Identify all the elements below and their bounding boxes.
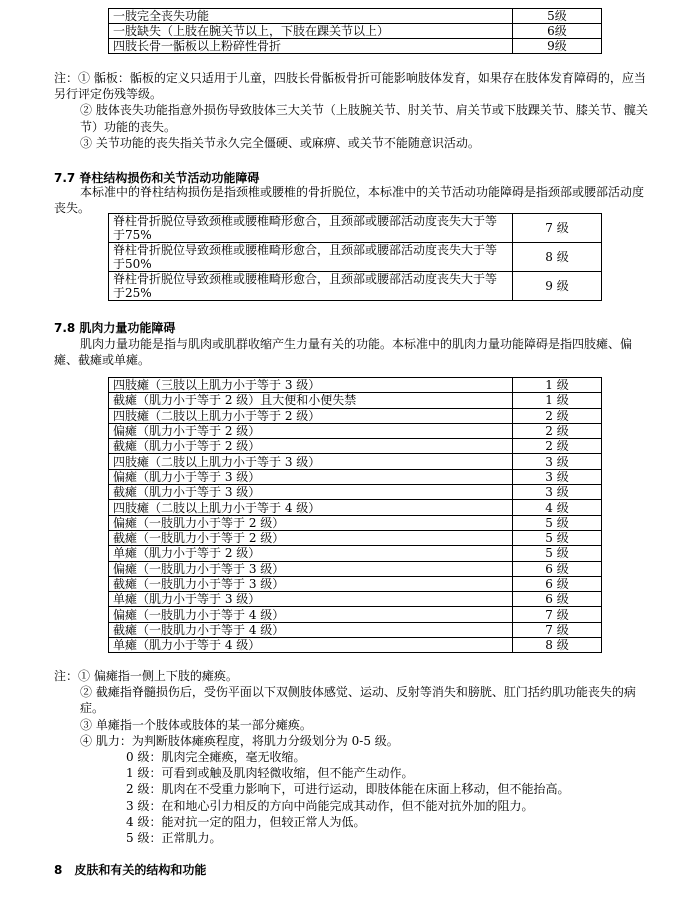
note-epiphysis: 注：① 骺板：骺板的定义只适用于儿童，四肢长骨骺板骨折可能影响肢体发育，如果存在肢体发育障碍的，应当另行评定伤残等级。: [54, 71, 646, 102]
table-cell-grade: 1 级: [513, 393, 602, 408]
table-row: [109, 243, 602, 272]
table-cell-desc: 单瘫（肌力小于等于 2 级）: [109, 546, 513, 561]
table-cell-grade: 2 级: [513, 423, 602, 438]
muscle-level-item: 5 级：正常肌力。: [126, 830, 222, 845]
table-cell-grade: 3 级: [513, 454, 602, 469]
table-cell-grade: 3 级: [513, 469, 602, 484]
section-7-7-heading: 7.7 脊柱结构损伤和关节活动功能障碍: [54, 171, 260, 185]
table-row: [109, 9, 602, 24]
table-cell-grade: 6级: [513, 24, 602, 39]
table-cell-desc: 截瘫（一肢肌力小于等于 4 级）: [109, 622, 513, 637]
muscle-level-item: 0 级：肌肉完全瘫痪，毫无收缩。: [126, 749, 306, 764]
table-cell-desc: 偏瘫（一肢肌力小于等于 2 级）: [109, 515, 513, 530]
table-cell-grade: 5 级: [513, 530, 602, 545]
note-block-2: [54, 668, 654, 846]
table-cell-desc: 单瘫（肌力小于等于 4 级）: [109, 638, 513, 653]
table-cell-grade: 8 级: [513, 638, 602, 653]
table-cell-grade: 5 级: [513, 546, 602, 561]
limb-loss-table: [108, 8, 602, 54]
table-row: [109, 500, 602, 515]
table-row: [109, 272, 602, 301]
table-row: [109, 638, 602, 653]
table-cell-grade: 9级: [513, 39, 602, 54]
table-cell-desc: 偏瘫（一肢肌力小于等于 3 级）: [109, 561, 513, 576]
table-cell-desc: 脊柱骨折脱位导致颈椎或腰椎畸形愈合，且颈部或腰部活动度丧失大于等于50%: [109, 243, 513, 272]
table-cell-desc: 四肢瘫（二肢以上肌力小于等于 2 级）: [109, 408, 513, 423]
table-cell-desc: 四肢长骨一骺板以上粉碎性骨折: [109, 39, 513, 54]
table-cell-desc: 偏瘫（肌力小于等于 3 级）: [109, 469, 513, 484]
table-cell-desc: 截瘫（肌力小于等于 2 级）且大便和小便失禁: [109, 393, 513, 408]
table-row: [109, 24, 602, 39]
muscle-level-item: 3 级：在和地心引力相反的方向中尚能完成其动作，但不能对抗外加的阻力。: [126, 798, 534, 813]
table-row: [109, 439, 602, 454]
table-cell-grade: 8 级: [513, 243, 602, 272]
table-cell-desc: 偏瘫（一肢肌力小于等于 4 级）: [109, 607, 513, 622]
table-row: [109, 214, 602, 243]
table-row: [109, 607, 602, 622]
table-cell-grade: 2 级: [513, 408, 602, 423]
note-muscle-strength: ④ 肌力：为判断肢体瘫痪程度，将肌力分级划分为 0-5 级。: [80, 733, 399, 748]
table-row: [109, 378, 602, 393]
section-7-7-paragraph: 本标准中的脊柱结构损伤是指颈椎或腰椎的骨折脱位，本标准中的关节活动功能障碍是指颈部或腰部活动度丧失。: [54, 185, 645, 216]
table-cell-grade: 5级: [513, 9, 602, 24]
table-cell-desc: 脊柱骨折脱位导致颈椎或腰椎畸形愈合，且颈部或腰部活动度丧失大于等于75%: [109, 214, 513, 243]
table-cell-grade: 7 级: [513, 607, 602, 622]
table-cell-desc: 截瘫（肌力小于等于 3 级）: [109, 485, 513, 500]
table-cell-grade: 4 级: [513, 500, 602, 515]
muscle-level-item: 2 级：肌肉在不受重力影响下，可进行运动，即肢体能在床面上移动，但不能抬高。: [126, 782, 570, 797]
table-cell-desc: 四肢瘫（三肢以上肌力小于等于 3 级）: [109, 378, 513, 393]
table-row: [109, 469, 602, 484]
note-monoplegia: ③ 单瘫指一个肢体或肢体的某一部分瘫痪。: [80, 717, 312, 732]
table-row: [109, 408, 602, 423]
table-cell-desc: 截瘫（一肢肌力小于等于 2 级）: [109, 530, 513, 545]
table-cell-desc: 截瘫（肌力小于等于 2 级）: [109, 439, 513, 454]
table-row: [109, 393, 602, 408]
table-cell-desc: 偏瘫（肌力小于等于 2 级）: [109, 423, 513, 438]
note-block-1: [54, 70, 654, 151]
table-cell-desc: 四肢瘫（二肢以上肌力小于等于 3 级）: [109, 454, 513, 469]
table-row: [109, 485, 602, 500]
table-row: [109, 454, 602, 469]
table-row: [109, 423, 602, 438]
table-row: [109, 530, 602, 545]
note-hemiplegia: 注：① 偏瘫指一侧上下肢的瘫痪。: [54, 669, 238, 683]
table-cell-grade: 2 级: [513, 439, 602, 454]
table-cell-grade: 7 级: [513, 622, 602, 637]
note-joint-function: ③ 关节功能的丧失指关节永久完全僵硬、或麻痹、或关节不能随意识活动。: [80, 135, 480, 150]
table-cell-desc: 截瘫（一肢肌力小于等于 3 级）: [109, 576, 513, 591]
spine-table: [108, 213, 602, 301]
table-cell-grade: 3 级: [513, 485, 602, 500]
muscle-level-item: 1 级：可看到或触及肌肉轻微收缩，但不能产生动作。: [126, 766, 414, 781]
note-limb-function: ② 肢体丧失功能指意外损伤导致肢体三大关节（上肢腕关节、肘关节、肩关节或下肢踝关节、膝关节、髋关节）功能的丧失。: [80, 103, 648, 134]
table-cell-grade: 5 级: [513, 515, 602, 530]
table-cell-grade: 7 级: [513, 214, 602, 243]
table-cell-desc: 单瘫（肌力小于等于 3 级）: [109, 592, 513, 607]
table-cell-grade: 6 级: [513, 576, 602, 591]
table-cell-grade: 9 级: [513, 272, 602, 301]
table-row: [109, 592, 602, 607]
note-paraplegia: ② 截瘫指脊髓损伤后，受伤平面以下双侧肢体感觉、运动、反射等消失和膀胱、肛门括约肌功能丧失的病症。: [80, 685, 636, 716]
table-cell-desc: 脊柱骨折脱位导致颈椎或腰椎畸形愈合，且颈部或腰部活动度丧失大于等于25%: [109, 272, 513, 301]
table-row: [109, 561, 602, 576]
table-cell-grade: 6 级: [513, 592, 602, 607]
table-cell-desc: 一肢缺失（上肢在腕关节以上，下肢在踝关节以上）: [109, 24, 513, 39]
muscle-strength-table: [108, 377, 602, 653]
section-7-8-paragraph: 肌肉力量功能是指与肌肉或肌群收缩产生力量有关的功能。本标准中的肌肉力量功能障碍是指四肢瘫、偏瘫、截瘫或单瘫。: [54, 337, 633, 368]
table-cell-grade: 6 级: [513, 561, 602, 576]
table-cell-desc: 四肢瘫（二肢以上肌力小于等于 4 级）: [109, 500, 513, 515]
table-row: [109, 622, 602, 637]
section-7-8-heading: 7.8 肌肉力量功能障碍: [54, 321, 176, 335]
muscle-level-item: 4 级：能对抗一定的阻力，但较正常人为低。: [126, 814, 366, 829]
table-cell-desc: 一肢完全丧失功能: [109, 9, 513, 24]
table-row: [109, 39, 602, 54]
table-row: [109, 546, 602, 561]
table-row: [109, 515, 602, 530]
table-cell-grade: 1 级: [513, 378, 602, 393]
table-row: [109, 576, 602, 591]
section-8-heading: 8 皮肤和有关的结构和功能: [54, 863, 207, 877]
